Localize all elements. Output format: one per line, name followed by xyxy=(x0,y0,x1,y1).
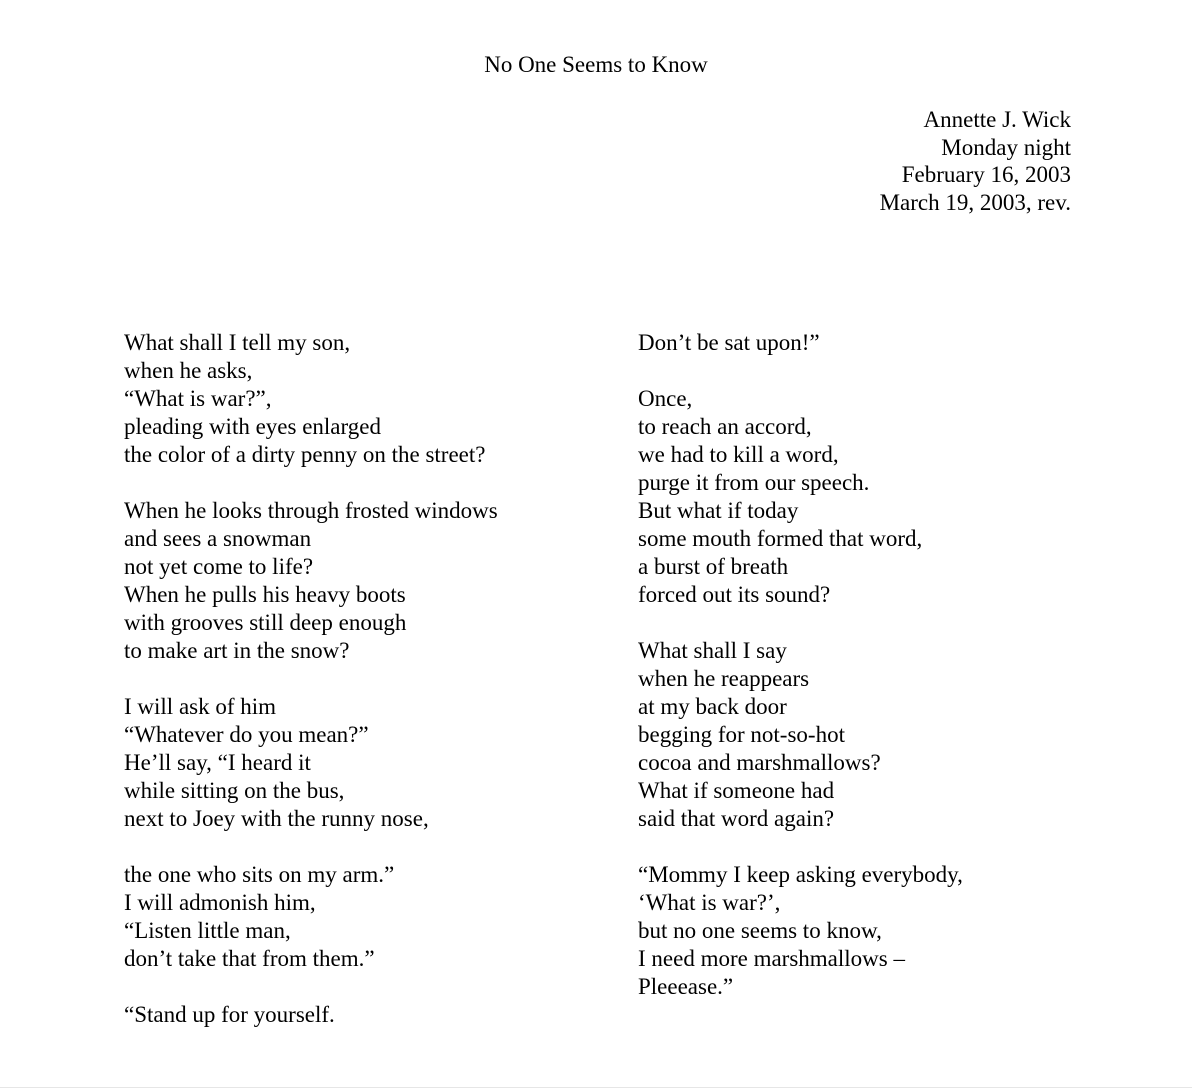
poem-line: while sitting on the bus, xyxy=(124,778,345,803)
poem-line: said that word again? xyxy=(638,806,835,831)
written-time: Monday night xyxy=(941,134,1071,160)
poem-line: “Stand up for yourself. xyxy=(124,1002,335,1027)
poem-line: “Listen little man, xyxy=(124,918,291,943)
poem-line: He’ll say, “I heard it xyxy=(124,750,311,775)
poem-line: next to Joey with the runny nose, xyxy=(124,806,429,831)
poem-line: when he reappears xyxy=(638,666,810,691)
poem-line: forced out its sound? xyxy=(638,582,831,607)
poem-line: some mouth formed that word, xyxy=(638,526,923,551)
written-date: February 16, 2003 xyxy=(901,162,1071,187)
poem-line: I will admonish him, xyxy=(124,890,316,915)
byline xyxy=(880,106,1071,216)
revision-date: March 19, 2003, rev. xyxy=(879,189,1071,215)
poem-stanza xyxy=(124,497,594,665)
poem-line: with grooves still deep enough xyxy=(124,610,407,635)
poem-line: “Whatever do you mean?” xyxy=(124,722,369,747)
poem-line: the one who sits on my arm.” xyxy=(124,862,395,887)
poem-line: Don’t be sat upon!” xyxy=(638,330,820,355)
poem-line: pleading with eyes enlarged xyxy=(124,414,381,439)
poem-stanza xyxy=(638,385,1108,609)
poem-line: Once, xyxy=(638,386,693,411)
poem-line: What shall I say xyxy=(638,638,787,663)
poem-line: the color of a dirty penny on the street? xyxy=(124,442,486,467)
poem-stanza xyxy=(124,693,594,833)
poem-line: not yet come to life? xyxy=(124,554,314,579)
poem-line: When he pulls his heavy boots xyxy=(124,582,406,607)
author-name: Annette J. Wick xyxy=(923,107,1071,132)
poem-line: to make art in the snow? xyxy=(124,638,350,663)
poem-line: Pleeease.” xyxy=(638,974,734,999)
poem-line: I need more marshmallows – xyxy=(638,946,905,971)
poem-stanza xyxy=(124,329,594,469)
poem-column-right xyxy=(638,329,1108,1029)
poem-stanza xyxy=(638,861,1108,1001)
poem-line: “Mommy I keep asking everybody, xyxy=(638,862,963,887)
poem-stanza xyxy=(638,329,1108,357)
poem-line: we had to kill a word, xyxy=(638,442,839,467)
poem-line: What if someone had xyxy=(638,778,835,803)
poem-line: a burst of breath xyxy=(638,554,789,579)
poem-line: to reach an accord, xyxy=(638,414,812,439)
poem-stanza xyxy=(124,1001,594,1029)
poem-line: I will ask of him xyxy=(124,694,277,719)
poem-line: But what if today xyxy=(638,498,799,523)
poem-line: cocoa and marshmallows? xyxy=(638,750,881,775)
poem-stanza xyxy=(638,637,1108,833)
poem-title: No One Seems to Know xyxy=(484,52,708,77)
poem-line: when he asks, xyxy=(124,358,253,383)
poem-column-left xyxy=(124,329,594,1057)
poem-stanza xyxy=(124,861,594,973)
poem-line: ‘What is war?’, xyxy=(638,890,781,915)
poem-line: When he looks through frosted windows xyxy=(124,498,498,523)
poem-line: purge it from our speech. xyxy=(638,470,870,495)
poem-line: and sees a snowman xyxy=(124,526,312,551)
poem-line: don’t take that from them.” xyxy=(124,946,375,971)
poem-line: “What is war?”, xyxy=(124,386,272,411)
poem-line: begging for not-so-hot xyxy=(638,722,845,747)
poem-line: at my back door xyxy=(638,694,787,719)
poem-line: but no one seems to know, xyxy=(638,918,882,943)
page-bottom-divider xyxy=(0,1087,1192,1088)
poem-line: What shall I tell my son, xyxy=(124,330,351,355)
